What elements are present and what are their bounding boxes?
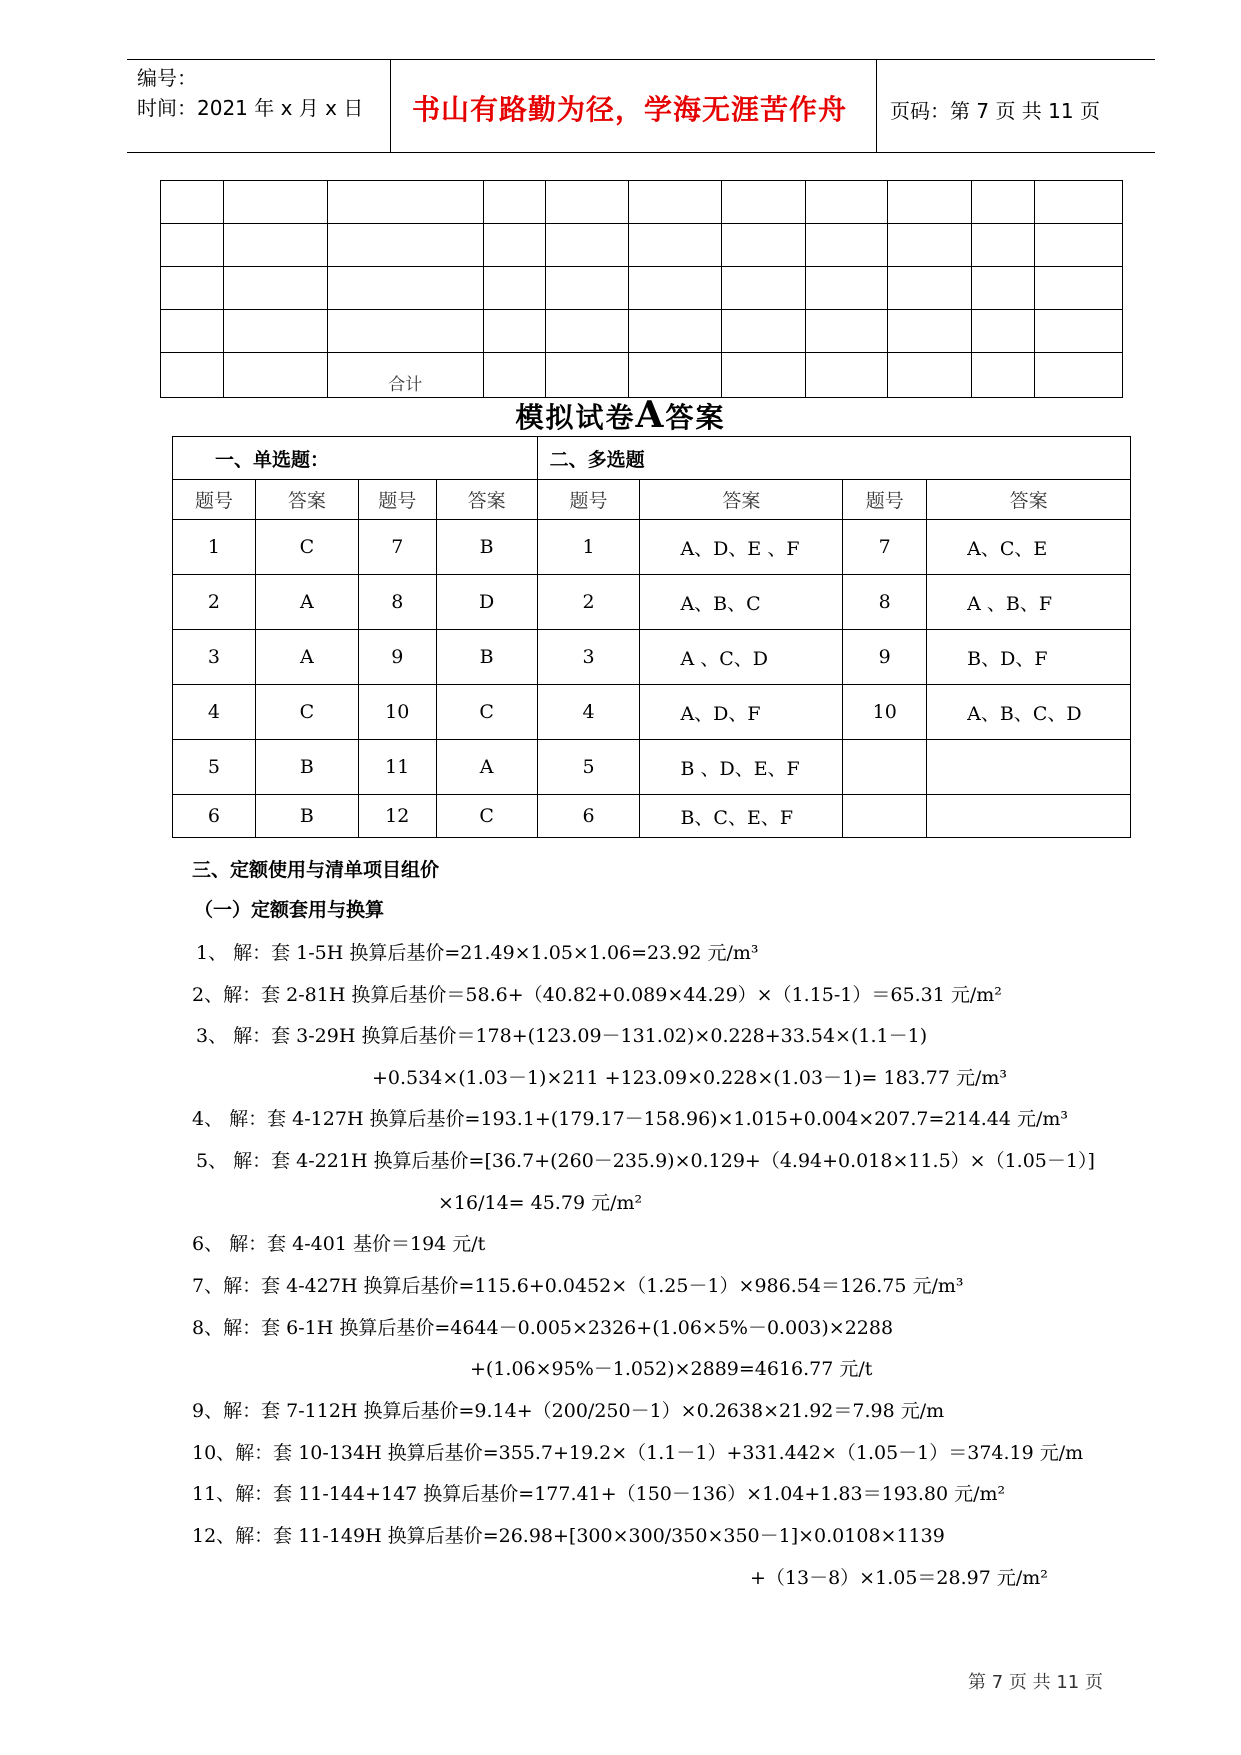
table-cell: C <box>436 685 537 740</box>
section3-title: 三、定额使用与清单项目组价 <box>192 859 440 881</box>
table-cell: 6 <box>173 795 256 838</box>
table-cell: B、C、E、F <box>640 795 843 838</box>
table-row <box>173 740 1131 795</box>
table-cell: 2 <box>537 575 640 630</box>
table-cell: B <box>255 740 358 795</box>
table-cell: 3 <box>537 630 640 685</box>
table-cell: 11 <box>358 740 436 795</box>
header-cell: 题号 <box>358 480 436 520</box>
table-cell <box>927 740 1131 795</box>
table-row <box>161 224 1123 267</box>
solution-line: 2、解：套 2-81H 换算后基价＝58.6+（40.82+0.089×44.29）×（1.15-1）＝65.31 元/m² <box>192 984 1002 1006</box>
table-cell: 3 <box>173 630 256 685</box>
table-cell: B <box>436 520 537 575</box>
table-cell <box>843 795 927 838</box>
code-label: 编号： <box>137 66 197 90</box>
table-row <box>173 685 1131 740</box>
table-cell: 1 <box>537 520 640 575</box>
table-cell: C <box>255 685 358 740</box>
solution-line: 11、解：套 11-144+147 换算后基价=177.41+（150－136）×1.04+1.83＝193.80 元/m² <box>192 1483 1006 1505</box>
answer-title-letter: A <box>635 394 666 436</box>
table-cell: A、D、E 、F <box>640 520 843 575</box>
table-cell: 9 <box>843 630 927 685</box>
solution-line: 5、 解：套 4-221H 换算后基价=[36.7+(260－235.9)×0.129+（4.94+0.018×11.5）×（1.05－1）] <box>196 1150 1095 1172</box>
table-cell: 7 <box>358 520 436 575</box>
solution-line: 6、 解：套 4-401 基价＝194 元/t <box>192 1233 486 1255</box>
blank-grid-table <box>160 180 1123 398</box>
table-cell: B、D、F <box>927 630 1131 685</box>
header-top-line <box>127 59 1155 60</box>
table-cell: A、B、C <box>640 575 843 630</box>
table-cell: B 、D、E、F <box>640 740 843 795</box>
table-cell: A <box>436 740 537 795</box>
motto-text: 书山有路勤为径，学海无涯苦作舟 <box>412 93 848 126</box>
solution-line: 3、 解：套 3-29H 换算后基价＝178+(123.09－131.02)×0.228+33.54×(1.1－1) <box>196 1025 928 1047</box>
solution-line: 1、 解：套 1-5H 换算后基价=21.49×1.05×1.06=23.92 元/m³ <box>196 942 759 964</box>
solution-line: +(1.06×95%－1.052)×2889=4616.77 元/t <box>470 1358 873 1380</box>
header-bottom-line <box>127 152 1155 153</box>
table-cell: C <box>255 520 358 575</box>
table-cell: 8 <box>358 575 436 630</box>
table-cell: A 、C、D <box>640 630 843 685</box>
solution-line: 10、解：套 10-134H 换算后基价=355.7+19.2×（1.1－1）+331.442×（1.05－1）＝374.19 元/m <box>192 1442 1084 1464</box>
header-cell: 答案 <box>255 480 358 520</box>
table-row <box>173 520 1131 575</box>
table-cell: 8 <box>843 575 927 630</box>
solution-line: 8、解：套 6-1H 换算后基价=4644－0.005×2326+(1.06×5%－0.003)×2288 <box>192 1317 894 1339</box>
multi-choice-title: 二、多选题 <box>537 437 1130 480</box>
answer-title <box>0 394 1241 436</box>
header-cell: 答案 <box>927 480 1131 520</box>
table-cell: A、B、C、D <box>927 685 1131 740</box>
table-row <box>173 795 1131 838</box>
answer-table <box>172 436 1131 838</box>
table-row <box>161 181 1123 224</box>
header-divider-right <box>876 60 877 152</box>
solution-line: +0.534×(1.03－1)×211 +123.09×0.228×(1.03－1)= 183.77 元/m³ <box>372 1067 1008 1089</box>
header-cell: 题号 <box>173 480 256 520</box>
table-cell: 7 <box>843 520 927 575</box>
solution-line: +（13－8）×1.05＝28.97 元/m² <box>750 1567 1048 1589</box>
table-row <box>173 630 1131 685</box>
table-cell: 12 <box>358 795 436 838</box>
solution-line: 7、解：套 4-427H 换算后基价=115.6+0.0452×（1.25－1）×986.54＝126.75 元/m³ <box>192 1275 964 1297</box>
table-cell: 2 <box>173 575 256 630</box>
table-cell: 6 <box>537 795 640 838</box>
answer-header-row <box>173 480 1131 520</box>
table-cell: 1 <box>173 520 256 575</box>
table-cell: 4 <box>537 685 640 740</box>
table-cell: D <box>436 575 537 630</box>
table-cell <box>927 795 1131 838</box>
header-cell: 题号 <box>843 480 927 520</box>
table-cell: 5 <box>173 740 256 795</box>
table-row <box>173 575 1131 630</box>
table-cell: B <box>255 795 358 838</box>
table-cell: 10 <box>358 685 436 740</box>
solution-line: 4、 解：套 4-127H 换算后基价=193.1+(179.17－158.96)×1.015+0.004×207.7=214.44 元/m³ <box>192 1108 1068 1130</box>
solution-line: 9、解：套 7-112H 换算后基价=9.14+（200/250－1）×0.2638×21.92＝7.98 元/m <box>192 1400 945 1422</box>
table-cell: 9 <box>358 630 436 685</box>
header-cell: 答案 <box>436 480 537 520</box>
header-cell: 题号 <box>537 480 640 520</box>
total-label: 合计 <box>327 353 483 398</box>
table-row <box>161 353 1123 398</box>
table-cell: A <box>255 630 358 685</box>
table-cell: A、C、E <box>927 520 1131 575</box>
table-cell: 4 <box>173 685 256 740</box>
page-label: 页码：第 7 页 共 11 页 <box>890 99 1100 123</box>
time-label: 时间：2021 年 x 月 x 日 <box>137 96 364 120</box>
table-cell: A、D、F <box>640 685 843 740</box>
answer-title-prefix: 模拟试卷 <box>515 401 636 434</box>
table-cell: A <box>255 575 358 630</box>
answer-title-suffix: 答案 <box>665 401 726 434</box>
table-cell <box>843 740 927 795</box>
page-footer: 第 7 页 共 11 页 <box>968 1672 1103 1693</box>
table-row <box>161 267 1123 310</box>
table-cell: B <box>436 630 537 685</box>
table-cell: 10 <box>843 685 927 740</box>
solution-line: 12、解：套 11-149H 换算后基价=26.98+[300×300/350×350－1]×0.0108×1139 <box>192 1525 945 1547</box>
single-choice-title: 一、单选题： <box>173 437 538 480</box>
section3-subtitle: （一）定额套用与换算 <box>194 899 385 921</box>
header-divider-left <box>390 60 391 152</box>
table-row <box>161 310 1123 353</box>
table-cell: C <box>436 795 537 838</box>
table-cell: 5 <box>537 740 640 795</box>
header-cell: 答案 <box>640 480 843 520</box>
solution-line: ×16/14= 45.79 元/m² <box>438 1192 643 1214</box>
table-cell: A 、B、F <box>927 575 1131 630</box>
